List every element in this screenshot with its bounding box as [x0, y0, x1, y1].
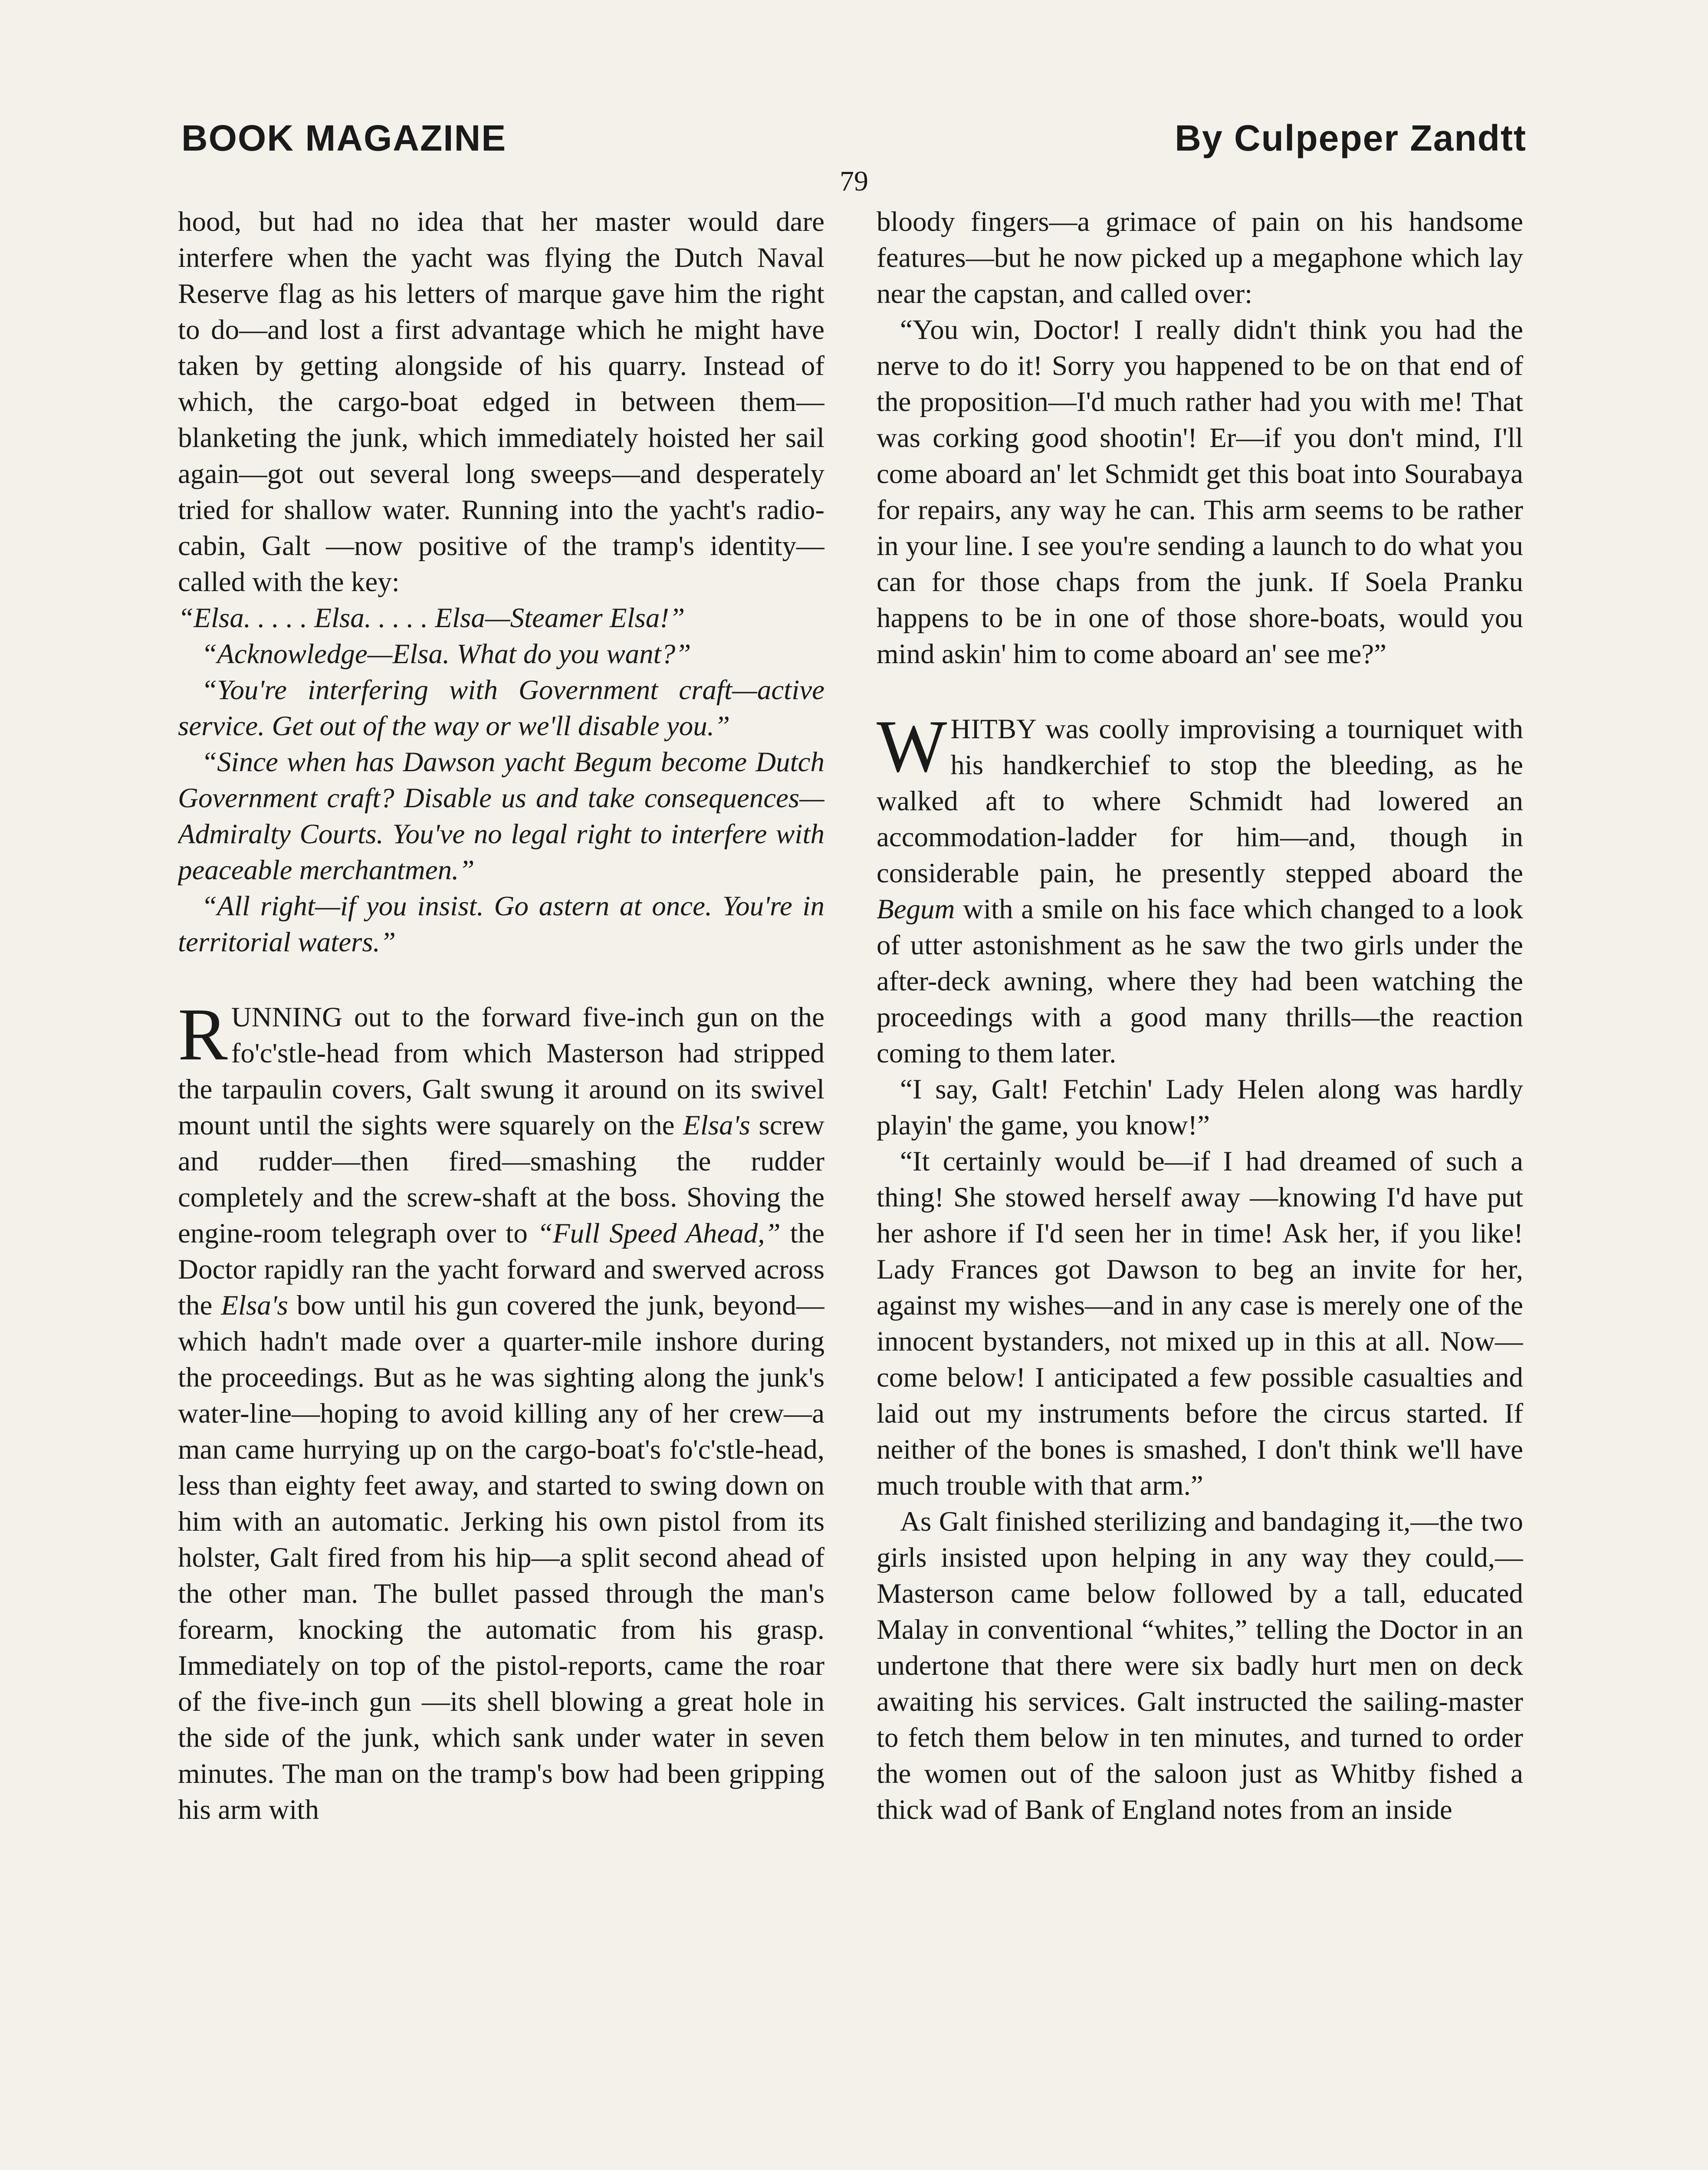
- section-paragraph: [877, 705, 1523, 1072]
- drop-cap: W: [877, 705, 947, 788]
- text-run: bow until his gun covered the junk, beyond—which hadn't made over a quarter-mile inshore during the proceedings. But as he was sighting along the junk's water-line—hoping to avoid killing any of her crew—a man came hurrying up on the cargo-boat's fo'c'stle-head, less than eighty feet away, and started to swing down on him with an automatic. Jerking his own pistol from its holster, Galt fired from his hip—a split second ahead of the other man. The bullet passed through the man's forearm, knocking the automatic from his grasp. Immediately on top of the pistol-reports, came the roar of the five-inch gun —its shell blowing a great hole in the side of the junk, which sank under water in seven minutes. The man on the tramp's bow had been gripping his arm with: [178, 1290, 824, 1825]
- paragraph: “You win, Doctor! I really didn't think you had the nerve to do it! Sorry you happened to be on that end of the proposition—I'd much rather had you with me! That was corking good shootin'! Er—if you don't mind, I'll come aboard an' let Schmidt get this boat into Sourabaya for repairs, any way he can. This arm seems to be rather in your line. I see you're sending a launch to do what you can for those chaps from the junk. If Soela Pranku happens to be in one of those shore-boats, would you mind askin' him to come aboard an' see me?”: [877, 314, 1523, 670]
- lead-in-word: UNNING: [231, 1002, 343, 1033]
- magazine-title: BOOK MAGAZINE: [181, 118, 507, 158]
- left-text-column: [178, 204, 824, 2170]
- paragraph: As Galt finished sterilizing and bandaging it,—the two girls insisted upon helping in any way they could,—Masterson came below followed by a tall, educated Malay in conventional “whites,” telling the Doctor in an undertone that there were six badly hurt men on deck awaiting his services. Galt instructed the sailing-master to fetch them below in ten minutes, and turned to order the women out of the saloon just as Whitby fished a thick wad of Bank of England notes from an inside: [877, 1506, 1523, 1825]
- paragraph: “Since when has Dawson yacht Begum become Dutch Government craft? Disable us and take consequences—Admiralty Courts. You've no legal right to interfere with peaceable merchantmen.”: [178, 746, 824, 886]
- drop-cap: R: [178, 993, 228, 1076]
- lead-in-word: HITBY: [950, 713, 1036, 745]
- text-run: the Doctor rapidly ran the yacht forward and swerved across the: [178, 1218, 824, 1321]
- paragraph: “Elsa. . . . . Elsa. . . . . Elsa—Steamer Elsa!”: [178, 602, 685, 634]
- telegraph-order: “Full Speed Ahead,”: [537, 1218, 781, 1249]
- paragraph: “You're interfering with Government craft—active service. Get out of the way or we'll disable you.”: [178, 674, 824, 742]
- text-run: out to the forward five-inch gun on the fo'c'stle-head from which Masterson had stripped the tarpaulin covers, Galt swung it around on its swivel mount until the sights were squarely on the: [178, 1002, 824, 1141]
- ship-name: Elsa's: [683, 1110, 750, 1141]
- ship-name: Begum: [877, 894, 955, 925]
- page-number: 79: [840, 165, 868, 197]
- author-byline: By Culpeper Zandtt: [1175, 118, 1527, 158]
- ship-name: Elsa's: [221, 1290, 288, 1321]
- paragraph: “Acknowledge—Elsa. What do you want?”: [201, 638, 691, 670]
- paragraph: “I say, Galt! Fetchin' Lady Helen along was hardly playin' the game, you know!”: [877, 1074, 1523, 1141]
- paragraph: “It certainly would be—if I had dreamed of such a thing! She stowed herself away —knowing I'd have put her ashore if I'd seen her in time! Ask her, if you like! Lady Frances got Dawson to beg an invite for her, against my wishes—and in any case is merely one of the innocent bystanders, not mixed up in this at all. Now—come below! I anticipated a few possible casualties and laid out my instruments before the circus started. If neither of the bones is smashed, I don't think we'll have much trouble with that arm.”: [877, 1146, 1523, 1501]
- right-text-column: [877, 204, 1523, 2170]
- section-paragraph: [178, 993, 824, 1828]
- paragraph: bloody fingers—a grimace of pain on his handsome features—but he now picked up a megaphone which lay near the capstan, and called over:: [877, 206, 1523, 309]
- text-run: was coolly improvising a tourniquet with his handkerchief to stop the bleeding, as he walked aft to where Schmidt had lowered an accommodation-ladder for him—and, though in considerable pain, he presently stepped aboard the: [877, 713, 1523, 889]
- text-run: with a smile on his face which changed to a look of utter astonishment as he saw the two girls under the after-deck awning, where they had been watching the proceedings with a good many thrills—the reaction coming to them later.: [877, 894, 1523, 1069]
- paragraph: hood, but had no idea that her master would dare interfere when the yacht was flying the Dutch Naval Reserve flag as his letters of marque gave him the right to do—and lost a first advantage which he might have taken by getting alongside of his quarry. Instead of which, the cargo-boat edged in between them—blanketing the junk, which immediately hoisted her sail again—got out several long sweeps—and desperately tried for shallow water. Running into the yacht's radio-cabin, Galt —now positive of the tramp's identity— called with the key:: [178, 206, 824, 598]
- paragraph: “All right—if you insist. Go astern at once. You're in territorial waters.”: [178, 891, 824, 958]
- text-run: screw and rudder—then fired—smashing the rudder completely and the screw-shaft at the boss. Shoving the engine-room telegraph over to: [178, 1110, 824, 1249]
